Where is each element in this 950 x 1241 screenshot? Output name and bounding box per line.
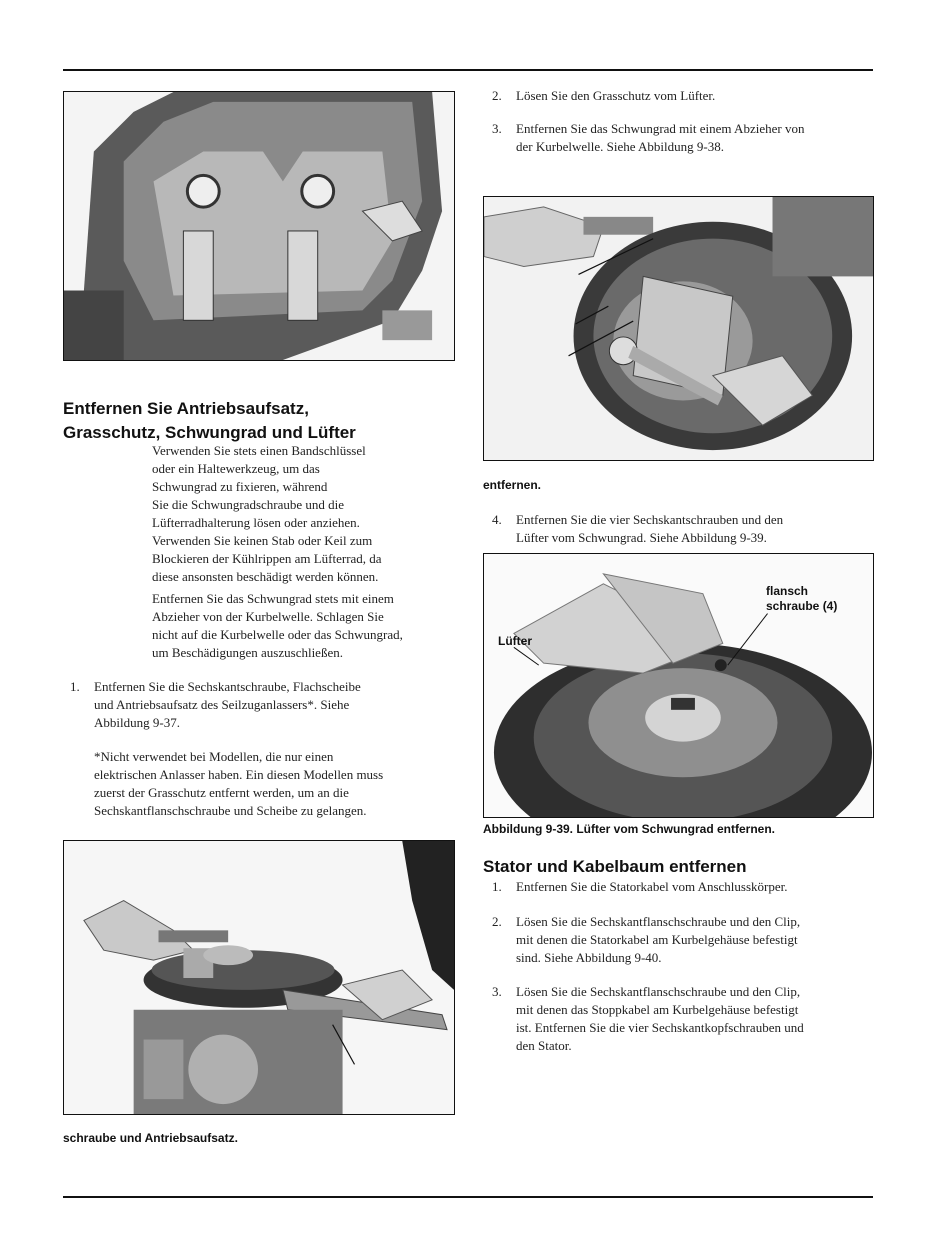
fan-removal-photo [483,553,874,818]
caution-note-2 [152,590,452,662]
text-line: und Antriebsaufsatz des Seilzuganlassers*. Siehe [94,697,350,712]
step-number: 1. [492,879,502,894]
text-line: Lösen Sie die Sechskantflanschschraube und den Clip, [516,914,801,929]
step-1 [70,678,460,732]
stator-step-2 [492,913,882,967]
step-2 [492,87,882,105]
text-line: den Stator. [516,1038,572,1053]
text-line: Blockieren der Kühlrippen am Lüfterrad, da [152,551,382,566]
text-line: diese ansonsten beschädigt werden können. [152,569,379,584]
text-line: Lüfter vom Schwungrad. Siehe Abbildung 9-39. [516,530,767,545]
top-rule [63,69,873,71]
label-line: flansch [766,584,809,598]
caption-figure-37: schraube und Antriebsaufsatz. [63,1131,238,1145]
text-line: Entfernen Sie das Schwungrad stets mit einem [152,591,394,606]
text-line: ist. Entfernen Sie die vier Sechskantkopfschrauben und [516,1020,804,1035]
step-number: 2. [492,88,502,103]
text-line: Lösen Sie die Sechskantflanschschraube und den Clip, [516,984,801,999]
step-number: 3. [492,121,502,136]
step-number: 3. [492,984,502,999]
text-line: Lüfterradhalterung lösen oder anziehen. [152,515,360,530]
text-line: Lösen Sie den Grasschutz vom Lüfter. [516,88,716,103]
text-line: Schwungrad zu fixieren, während [152,479,328,494]
caption-figure-38: entfernen. [483,478,542,492]
section-heading-1: Entfernen Sie Antriebsaufsatz, Grasschutz, Schwungrad und Lüfter [63,399,356,442]
text-line: der Kurbelwelle. Siehe Abbildung 9-38. [516,139,724,154]
caption-figure-39: Abbildung 9-39. Lüfter vom Schwungrad entfernen. [483,822,776,836]
text-line: Entfernen Sie das Schwungrad mit einem Abzieher von [516,121,805,136]
text-line: Verwenden Sie keinen Stab oder Keil zum [152,533,373,548]
step-number: 1. [70,679,80,694]
text-line: elektrischen Anlasser haben. Ein diesen Modellen muss [94,767,384,782]
text-line: Sie die Schwungradschraube und die [152,497,345,512]
flywheel-puller-photo [483,196,874,461]
text-line: Entfernen Sie die vier Sechskantschrauben und den [516,512,784,527]
text-line: nicht auf die Kurbelwelle oder das Schwungrad, [152,627,403,642]
caution-note-1 [152,442,452,586]
label-line: schraube (4) [766,599,838,613]
text-line: um Beschädigungen auszuschließen. [152,645,343,660]
cylinder-head-photo [63,91,455,361]
flange-screw-label [766,584,837,614]
step-number: 4. [492,512,502,527]
step-number: 2. [492,914,502,929]
text-line: oder ein Haltewerkzeug, um das [152,461,320,476]
text-line: Abzieher von der Kurbelwelle. Schlagen Sie [152,609,384,624]
text-line: mit denen die Statorkabel am Kurbelgehäuse befestigt [516,932,798,947]
text-line: Entfernen Sie die Statorkabel vom Anschlusskörper. [516,879,788,894]
stator-step-1 [492,878,882,896]
bottom-rule [63,1196,873,1198]
text-line: *Nicht verwendet bei Modellen, die nur einen [94,749,334,764]
flywheel-wrench-photo [63,840,455,1115]
step-4 [492,511,882,547]
text-line: zuerst der Grasschutz entfernt werden, um an die [94,785,349,800]
text-line: Entfernen Sie die Sechskantschraube, Flachscheibe [94,679,361,694]
section-heading-2: Stator und Kabelbaum entfernen [483,857,747,876]
footnote [94,748,464,820]
text-line: Verwenden Sie stets einen Bandschlüssel [152,443,366,458]
step-3 [492,120,882,156]
text-line: mit denen das Stoppkabel am Kurbelgehäuse befestigt [516,1002,799,1017]
text-line: Abbildung 9-37. [94,715,180,730]
text-line: Sechskantflanschschraube und Scheibe zu gelangen. [94,803,367,818]
fan-label: Lüfter [498,634,532,648]
text-line: sind. Siehe Abbildung 9-40. [516,950,662,965]
stator-step-3 [492,983,882,1055]
